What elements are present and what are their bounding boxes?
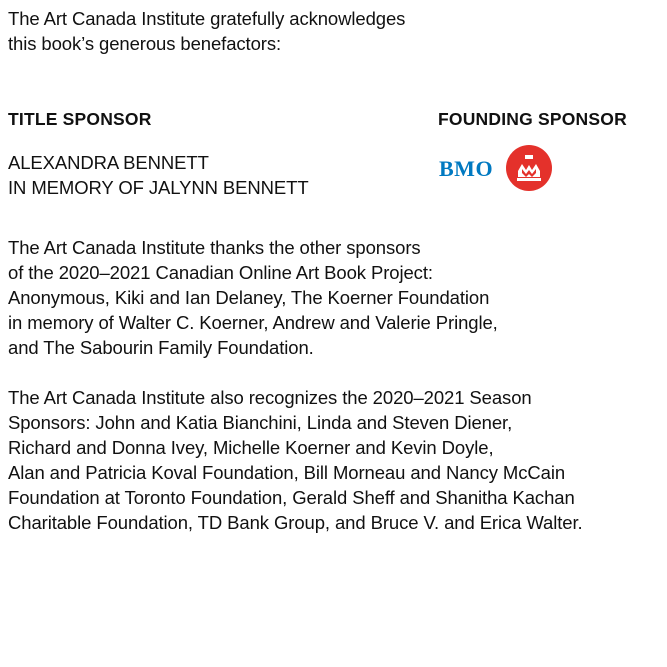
bmo-roundel-icon: [506, 145, 552, 191]
recognizes-line: Alan and Patricia Koval Foundation, Bill Morneau and Nancy McCain: [8, 462, 566, 483]
bmo-logo-text: BMO: [439, 156, 494, 181]
thanks-line: of the 2020–2021 Canadian Online Art Book Project:: [8, 262, 433, 283]
founding-sponsor-heading: FOUNDING SPONSOR: [438, 109, 627, 129]
recognizes-line: The Art Canada Institute also recognizes the 2020–2021 Season: [8, 387, 532, 408]
thanks-line: in memory of Walter C. Koerner, Andrew and Valerie Pringle,: [8, 312, 498, 333]
title-sponsor-names: [8, 150, 309, 200]
recognizes-line: Sponsors: John and Katia Bianchini, Linda and Steven Diener,: [8, 412, 513, 433]
thanks-line: The Art Canada Institute thanks the other sponsors: [8, 237, 421, 258]
title-sponsor-line: IN MEMORY OF JALYNN BENNETT: [8, 177, 309, 198]
recognizes-line: Charitable Foundation, TD Bank Group, and Bruce V. and Erica Walter.: [8, 512, 583, 533]
thanks-line: Anonymous, Kiki and Ian Delaney, The Koerner Foundation: [8, 287, 490, 308]
season-sponsors-paragraph: [8, 385, 583, 535]
title-sponsor-line: ALEXANDRA BENNETT: [8, 152, 209, 173]
bmo-logo: [438, 144, 556, 192]
thanks-line: and The Sabourin Family Foundation.: [8, 337, 314, 358]
title-sponsor-heading: TITLE SPONSOR: [8, 109, 152, 129]
recognizes-line: Foundation at Toronto Foundation, Gerald Sheff and Shanitha Kachan: [8, 487, 575, 508]
sponsors-thanks-paragraph: [8, 235, 498, 360]
intro-line: The Art Canada Institute gratefully acknowledges: [8, 8, 406, 29]
intro-line: this book’s generous benefactors:: [8, 33, 282, 54]
intro-paragraph: [8, 6, 405, 56]
recognizes-line: Richard and Donna Ivey, Michelle Koerner and Kevin Doyle,: [8, 437, 494, 458]
